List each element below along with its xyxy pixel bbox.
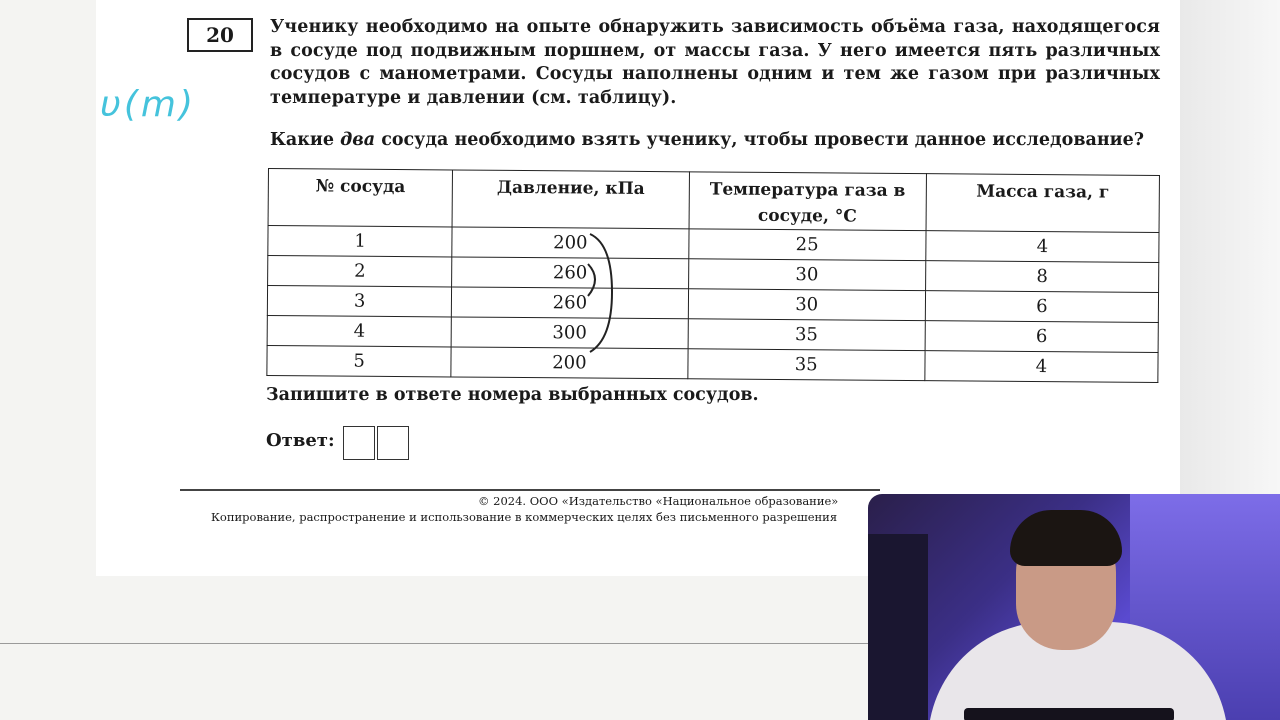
cell-temperature: 35 — [687, 349, 925, 381]
question-prompt-emphasis: два — [340, 130, 376, 150]
question-prompt-part1: Какие — [270, 130, 341, 150]
webcam-shelf — [868, 534, 928, 720]
cell-temperature: 30 — [688, 259, 926, 291]
webcam-person-hair — [1010, 510, 1122, 566]
cell-vessel: 3 — [267, 286, 452, 317]
handwritten-note: υ(m) — [100, 84, 196, 125]
cell-vessel: 2 — [268, 256, 453, 287]
question-prompt — [270, 128, 1170, 152]
cell-mass: 4 — [925, 351, 1158, 383]
cell-mass: 6 — [925, 321, 1158, 353]
cell-pressure: 200 — [451, 347, 687, 379]
answer-instruction: Запишите в ответе номера выбранных сосудов. — [266, 385, 759, 405]
cell-mass: 8 — [925, 261, 1158, 293]
webcam-overlay — [868, 494, 1280, 720]
cell-pressure: 260 — [452, 287, 688, 319]
header-pressure: Давление, кПа — [452, 170, 689, 229]
divider-line — [0, 643, 870, 644]
copy-notice: Копирование, распространение и использование в коммерческих целях без письменного разрешения — [211, 510, 838, 524]
cell-vessel: 4 — [267, 315, 452, 346]
cell-temperature: 25 — [688, 229, 926, 261]
table-row — [267, 345, 1158, 382]
cell-temperature: 30 — [688, 289, 926, 321]
cell-vessel: 1 — [268, 226, 453, 257]
cell-mass: 6 — [925, 291, 1158, 323]
cell-pressure: 200 — [452, 227, 688, 259]
table-header-row — [268, 169, 1159, 233]
task-number: 20 — [187, 18, 253, 52]
header-temperature: Температура газа в сосуде, °С — [689, 172, 927, 231]
answer-box-1[interactable] — [343, 426, 375, 460]
cell-mass: 4 — [926, 231, 1159, 263]
footer-divider — [180, 489, 880, 491]
cell-pressure: 300 — [451, 317, 687, 349]
copyright-text: © 2024. ООО «Издательство «Национальное образование» — [478, 494, 839, 508]
webcam-tablet — [964, 708, 1174, 720]
question-text: Ученику необходимо на опыте обнаружить зависимость объёма газа, находящегося в сосуде под подвижным поршнем, от массы газа. У него имеется пять различных сосудов с манометрами. Сосуды наполнены одним и тем же газом при различных температуре и давлении (см. таблицу). — [270, 17, 1160, 108]
answer-label: Ответ: — [266, 430, 335, 451]
answer-box-2[interactable] — [377, 426, 409, 460]
cell-temperature: 35 — [688, 319, 926, 351]
handwritten-arcs — [560, 224, 620, 364]
cell-pressure: 260 — [452, 257, 688, 289]
vessel-table — [266, 168, 1160, 383]
header-mass: Масса газа, г — [926, 174, 1160, 233]
question-prompt-part2: сосуда необходимо взять ученику, чтобы провести данное исследование? — [375, 130, 1145, 150]
header-vessel-number: № сосуда — [268, 169, 453, 227]
cell-vessel: 5 — [267, 345, 452, 376]
